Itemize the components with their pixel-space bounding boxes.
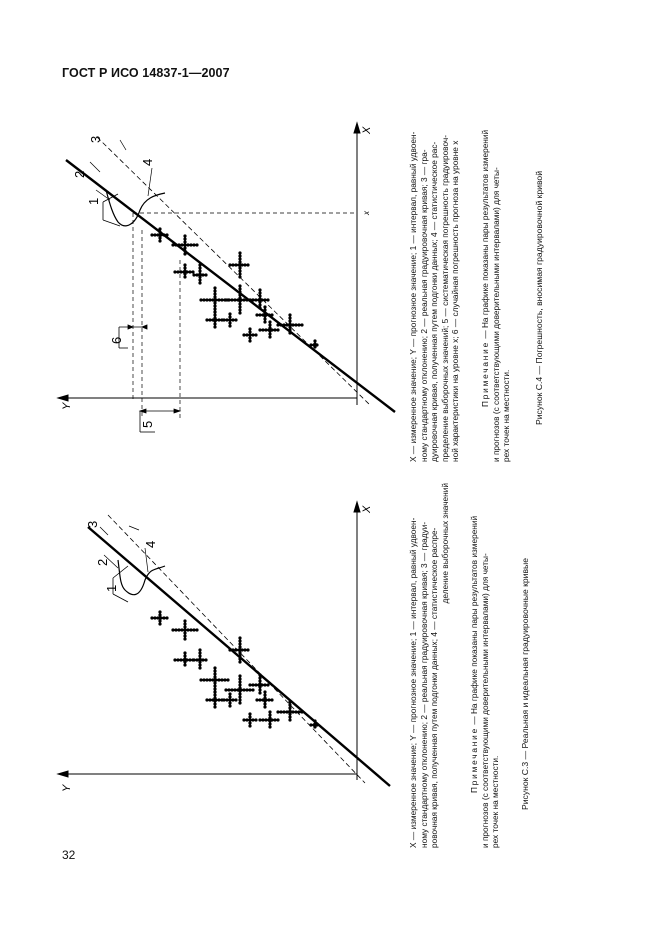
figure-c4-axis-x: X <box>361 126 373 134</box>
figure-c3-callout-4: 4 <box>143 540 158 548</box>
figure-c4-axis-x-level: x <box>362 211 371 215</box>
figure-c3-callout-2: 2 <box>95 558 110 566</box>
figure-c4-callout-4: 4 <box>140 158 155 166</box>
figure-c3-callout-1: 1 <box>104 584 119 592</box>
figure-c3-legend-line: X — измеренное значение; Y — прогнозное значение; 1 — интервал, равный удвоен- <box>408 517 418 848</box>
figure-c4-data-point <box>174 264 195 279</box>
figure-c3-note-text: и прогнозов (с соответствующими доверительными интервалами) для четы- <box>479 553 490 848</box>
figure-c4-data-point <box>229 252 250 279</box>
figure-c4-legend <box>408 97 461 462</box>
figure-c3-caption: Рисунок С.3 — Реальная и идеальная градуировочные кривые <box>520 558 530 810</box>
figure-c3-note-text: рех точек на местности. <box>490 755 501 848</box>
figure-c3-note <box>469 483 501 848</box>
figure-c4-axes <box>58 123 360 405</box>
figure-c4-note-label: Примечание <box>480 340 490 407</box>
figure-c3-axis-y: Y <box>61 784 73 792</box>
figure-c3-note-text: — На графике показаны пары результатов измерений <box>469 515 479 727</box>
figure-c3-note-label: Примечание <box>469 726 479 793</box>
figure-c4-legend-line: X — измеренное значение; Y — прогнозное значение; 1 — интервал, равный удвоен- <box>408 131 418 462</box>
figure-c3-legend-line: ному стандартному отклонению; 2 — реальная градуировочная кривая; 3 — градуи- <box>418 521 429 848</box>
figure-c4-note <box>480 97 512 462</box>
figure-c4-data-point <box>172 235 199 256</box>
figure-c4-callout-2: 2 <box>72 170 87 178</box>
figure-c4-data-point <box>243 328 258 343</box>
figure-c3-legend-line: деление выборочных значений <box>439 483 450 604</box>
figure-c4-callout-1: 1 <box>86 197 101 205</box>
figure-c3-axis-x: X <box>361 505 373 513</box>
figure-c4-callout-6: 6 <box>109 336 124 344</box>
figure-c4-data-point <box>151 228 169 243</box>
figure-c4-note-text: — На графике показаны пары результатов измерений <box>480 129 490 341</box>
figure-c3-legend <box>408 483 450 848</box>
figure-c4-caption: Рисунок С.4 — Погрешность, вносимая градуировочной кривой <box>534 170 544 425</box>
figure-c4-axis-y: Y <box>61 402 73 410</box>
figure-c4-fitted-curve <box>97 137 370 405</box>
figure-c3-legend-line: ровочная кривая, полученная путем подгонки данных; 4 — статистическое распре- <box>429 527 440 848</box>
figure-c4-callout-3: 3 <box>88 135 103 143</box>
figure-c4-legend-line: ной характеристики на уровне x; 6 — случайная погрешность прогноза на уровне x <box>450 140 461 462</box>
figure-c4-data-point <box>223 313 238 328</box>
figure-c4-legend-line: ному стандартному отклонению; 2 — реальная градуировочная кривая; 3 — гра- <box>418 149 429 462</box>
figure-c4-data-point <box>206 311 224 329</box>
document-header: ГОСТ Р ИСО 14837-1—2007 <box>62 66 230 80</box>
figure-c4-data-point <box>259 321 280 339</box>
figure-c4-legend-line: пределение выборочных значений; 5 — систематическая погрешность градуировоч- <box>439 134 450 462</box>
figure-c4-note-text: рех точек на местности. <box>501 369 512 462</box>
figure-c4-real-curve <box>66 160 395 412</box>
figure-c4-legend-line: дуировочная кривая, полученная путем подгонки данных; 4 — статистическое рас- <box>429 141 440 462</box>
figure-c4-callout-5: 5 <box>140 420 155 428</box>
page-number: 32 <box>62 848 76 862</box>
figure-c3-callout-3: 3 <box>85 520 100 528</box>
figure-c4-note-text: и прогнозов (с соответствующими доверительными интервалами) для четы- <box>490 167 501 462</box>
